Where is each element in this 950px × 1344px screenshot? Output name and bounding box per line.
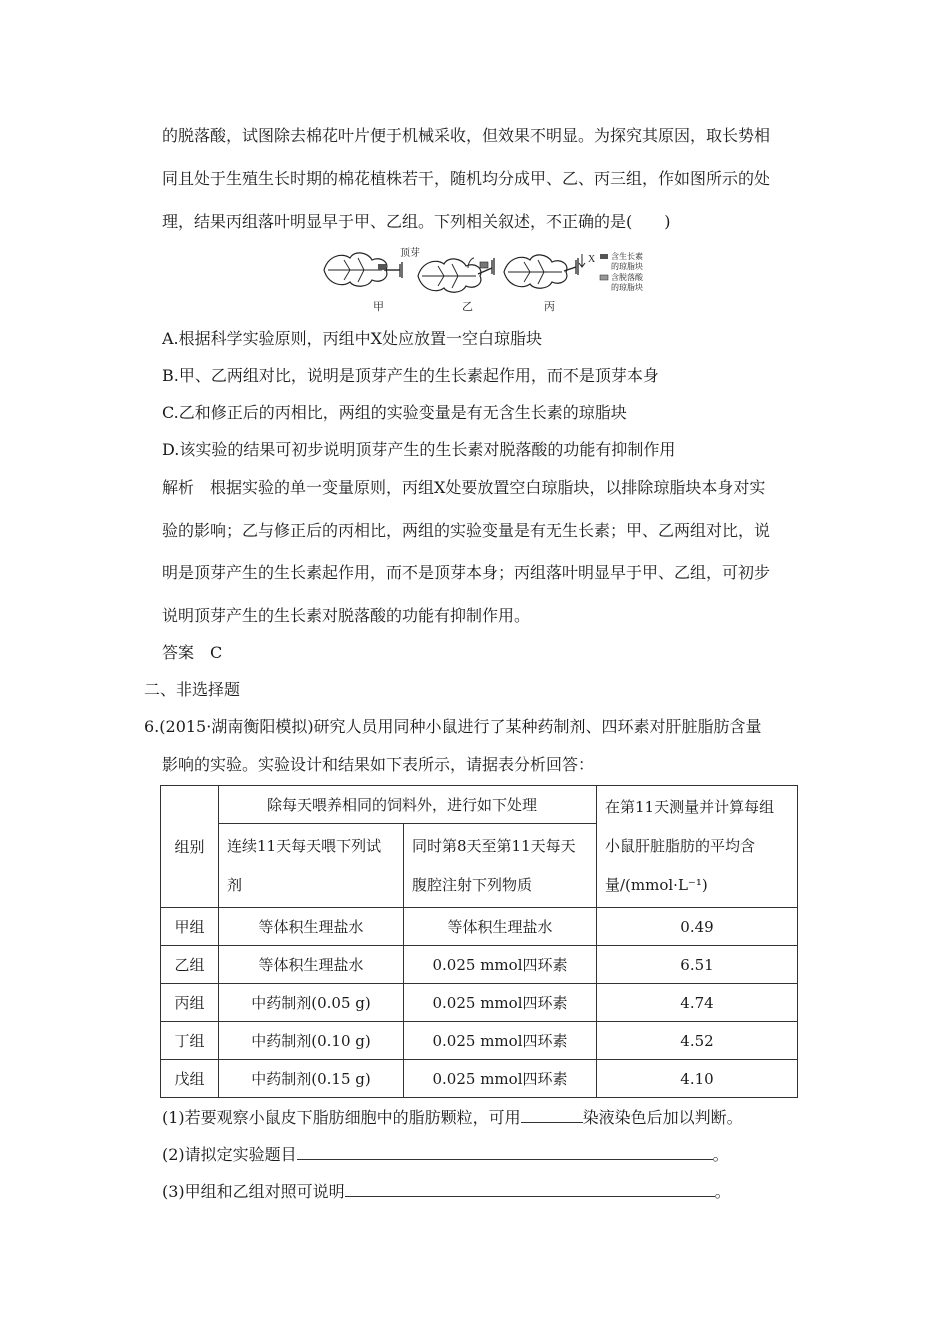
- legend-swatch-auxin: [600, 254, 608, 259]
- group-label-yi: 乙: [462, 301, 473, 313]
- cell-feed: 等体积生理盐水: [219, 946, 404, 984]
- answer-blank-3[interactable]: [345, 1180, 715, 1197]
- top-bud-label: 顶芽: [400, 248, 420, 259]
- cell-feed: 等体积生理盐水: [219, 908, 404, 946]
- sub-question-2-suffix: 。: [712, 1145, 729, 1164]
- analysis-line-1: 解析 根据实验的单一变量原则，丙组X处要放置空白琼脂块，以排除琼脂块本身对实: [162, 478, 766, 497]
- cell-inject: 0.025 mmol四环素: [404, 1022, 597, 1060]
- cell-group: 丙组: [161, 984, 219, 1022]
- group-label-jia: 甲: [373, 301, 384, 313]
- option-d: D.该实验的结果可初步说明顶芽产生的生长素对脱落酸的功能有抑制作用: [162, 440, 676, 459]
- q5-stem-line-3: 理，结果丙组落叶明显早于甲、乙组。下列相关叙述，不正确的是( ): [162, 212, 671, 231]
- sub-question-3: [162, 1180, 731, 1202]
- table-row: [161, 946, 798, 984]
- table-row: [161, 1060, 798, 1098]
- cell-inject: 0.025 mmol四环素: [404, 946, 597, 984]
- cell-value: 4.10: [597, 1060, 798, 1098]
- plant-group-jia: [324, 253, 402, 286]
- legend-auxin-line-1: 含生长素: [611, 252, 643, 261]
- header-result: 在第11天测量并计算每组小鼠肝脏脂肪的平均含量/(mmol·L⁻¹): [597, 786, 798, 908]
- legend-auxin-line-2: 的琼脂块: [611, 262, 643, 271]
- sub-question-3-prefix: (3)甲组和乙组对照可说明: [162, 1182, 345, 1201]
- legend-aba-line-1: 含脱落酸: [611, 273, 643, 282]
- cell-inject: 0.025 mmol四环素: [404, 984, 597, 1022]
- header-treatment: 除每天喂养相同的饲料外，进行如下处理: [219, 786, 597, 824]
- cell-feed: 中药制剂(0.10 g): [219, 1022, 404, 1060]
- q5-stem-line-2: 同且处于生殖生长时期的棉花植株若干，随机均分成甲、乙、丙三组，作如图所示的处: [162, 169, 771, 188]
- option-a: A.根据科学实验原则，丙组中X处应放置一空白琼脂块: [162, 329, 543, 348]
- option-c: C.乙和修正后的丙相比，两组的实验变量是有无含生长素的琼脂块: [162, 403, 627, 422]
- analysis-line-2: 验的影响；乙与修正后的丙相比，两组的实验变量是有无生长素；甲、乙两组对比，说: [162, 521, 771, 540]
- option-b: B.甲、乙两组对比，说明是顶芽产生的生长素起作用，而不是顶芽本身: [162, 366, 659, 385]
- results-table: [160, 785, 798, 1098]
- plant-group-bing: [504, 254, 585, 288]
- legend-swatch-aba: [600, 275, 608, 280]
- cell-value: 0.49: [597, 908, 798, 946]
- cell-feed: 中药制剂(0.15 g): [219, 1060, 404, 1098]
- legend-aba-line-2: 的琼脂块: [611, 283, 643, 292]
- cell-value: 6.51: [597, 946, 798, 984]
- table-row: [161, 908, 798, 946]
- table-row: [161, 984, 798, 1022]
- table-row: [161, 1022, 798, 1060]
- cotton-experiment-figure: [318, 244, 658, 316]
- header-inject: 同时第8天至第11天每天腹腔注射下列物质: [404, 824, 597, 908]
- cell-inject: 0.025 mmol四环素: [404, 1060, 597, 1098]
- section-title: 二、非选择题: [144, 680, 241, 699]
- cell-inject: 等体积生理盐水: [404, 908, 597, 946]
- analysis-line-4: 说明顶芽产生的生长素对脱落酸的功能有抑制作用。: [162, 606, 531, 625]
- answer-line: 答案 C: [162, 643, 223, 662]
- sub-question-1-prefix: (1)若要观察小鼠皮下脂肪细胞中的脂肪颗粒，可用: [162, 1108, 521, 1127]
- sub-question-3-suffix: 。: [714, 1182, 731, 1201]
- x-position-label: X: [588, 254, 596, 265]
- cell-group: 戊组: [161, 1060, 219, 1098]
- answer-blank-2[interactable]: [297, 1143, 713, 1160]
- sub-question-1: [162, 1106, 743, 1128]
- cell-value: 4.74: [597, 984, 798, 1022]
- sub-question-1-suffix: 染液染色后加以判断。: [582, 1108, 743, 1127]
- cell-group: 乙组: [161, 946, 219, 984]
- group-label-bing: 丙: [544, 301, 555, 313]
- q5-stem-line-1: 的脱落酸，试图除去棉花叶片便于机械采收，但效果不明显。为探究其原因，取长势相: [162, 126, 771, 145]
- header-group: 组别: [161, 786, 219, 908]
- sub-question-2: [162, 1143, 729, 1165]
- sub-question-2-prefix: (2)请拟定实验题目: [162, 1145, 297, 1164]
- q6-stem-line-1: 6.(2015·湖南衡阳模拟)研究人员用同种小鼠进行了某种药制剂、四环素对肝脏脂肪含量: [144, 717, 762, 736]
- plant-group-yi: [418, 258, 494, 292]
- cell-value: 4.52: [597, 1022, 798, 1060]
- cell-feed: 中药制剂(0.05 g): [219, 984, 404, 1022]
- analysis-line-3: 明是顶芽产生的生长素起作用，而不是顶芽本身；丙组落叶明显早于甲、乙组，可初步: [162, 563, 771, 582]
- q6-stem-line-2: 影响的实验。实验设计和结果如下表所示，请据表分析回答：: [162, 755, 595, 774]
- header-feed: 连续11天每天喂下列试剂: [219, 824, 404, 908]
- cell-group: 丁组: [161, 1022, 219, 1060]
- cell-group: 甲组: [161, 908, 219, 946]
- answer-blank-1[interactable]: [521, 1106, 583, 1123]
